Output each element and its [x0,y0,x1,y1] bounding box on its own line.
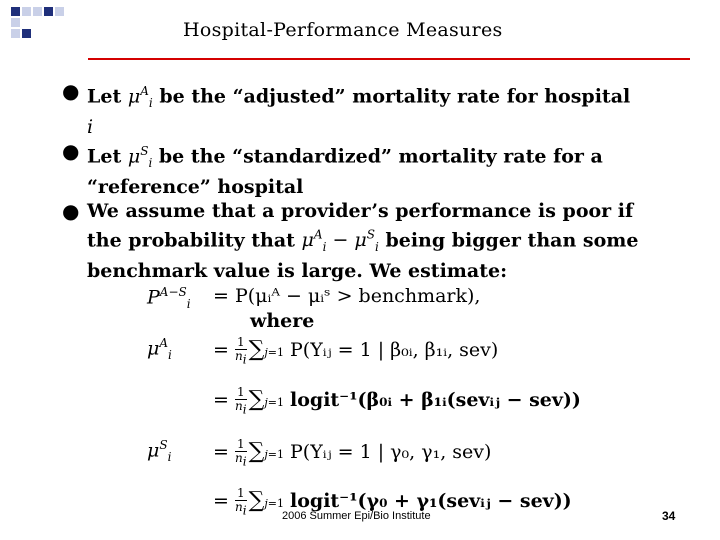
footer-text: 2006 Summer Epi/Bio Institute [282,510,431,522]
page-number: 34 [662,509,676,523]
equation-2: = $\frac{1}{n_i}$ ∑j=1 P(Yᵢⱼ = 1 | β₀ᵢ, β₁ᵢ, sev) [213,335,499,367]
bullet-marker: ● [62,79,80,103]
equation-lhs-p: $P^{A-S}_i$ [147,285,191,312]
equation-where: where [250,310,315,332]
bullet-1: Let $\mu^A_i$ be the “adjusted” mortality rate for hospital i [87,84,631,139]
equation-4: = $\frac{1}{n_i}$ ∑j=1 P(Yᵢⱼ = 1 | γ₀, γ₁, sev) [213,437,492,469]
title-rule [88,58,690,60]
bullet-marker: ● [62,139,80,163]
equation-5: = $\frac{1}{n_i}$ ∑j=1 logit⁻¹(γ₀ + γ₁(sevᵢⱼ − sev)) [213,486,572,518]
equation-lhs-mu-a: $\mu^A_i$ [147,336,172,363]
bullet-3: We assume that a provider’s performance is poor if the probability that $\mu^A_i - \mu^S_i$ being bigger than some benchmark value is large. We estimate: [87,200,639,283]
bullet-2: Let $\mu^S_i$ be the “standardized” mortality rate for a “reference” hospital [87,144,603,199]
slide-title: Hospital-Performance Measures [183,19,503,41]
equation-1: = P(μᵢᴬ − μᵢˢ > benchmark), [213,285,481,307]
equation-3: = $\frac{1}{n_i}$ ∑j=1 logit⁻¹(β₀ᵢ + β₁ᵢ(sevᵢⱼ − sev)) [213,385,581,417]
equation-lhs-mu-s: $\mu^S_i$ [147,438,172,465]
bullet-marker: ● [62,199,80,223]
